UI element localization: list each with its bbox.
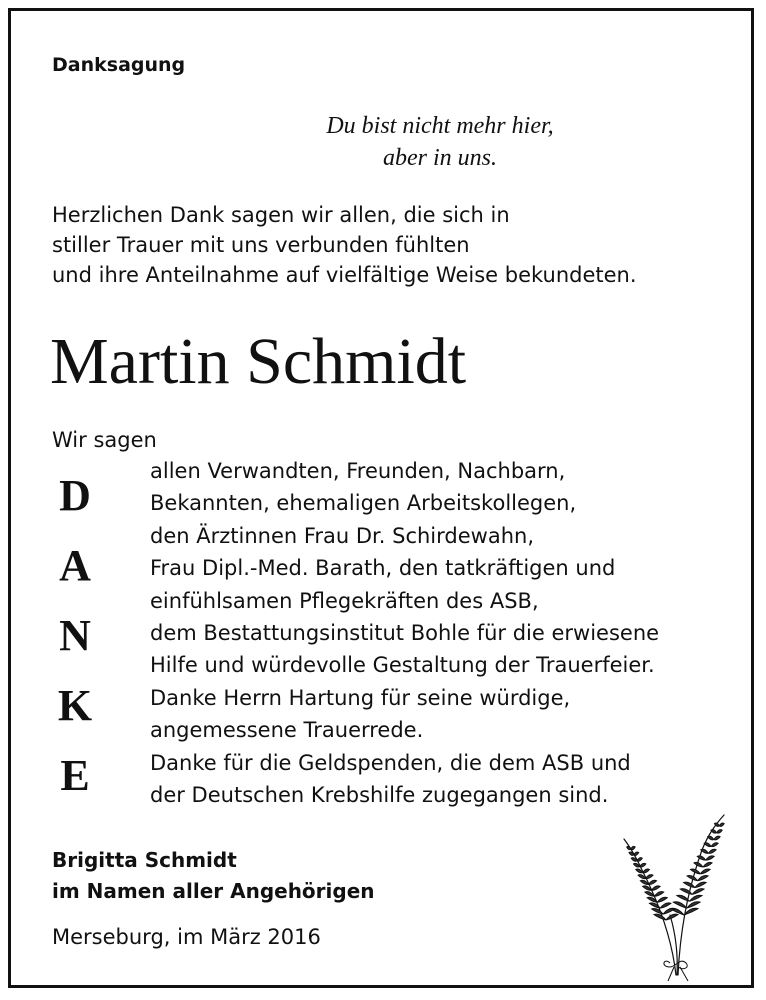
signature-name: Brigitta Schmidt xyxy=(52,848,237,872)
body-line: Hilfe und würdevolle Gestaltung der Trauerfeier. xyxy=(150,653,655,678)
body-line: den Ärztinnen Frau Dr. Schirdewahn, xyxy=(150,523,534,548)
deceased-name: Martin Schmidt xyxy=(50,325,467,398)
place-date: Merseburg, im März 2016 xyxy=(52,925,321,949)
intro-text: Wir sagen xyxy=(52,428,157,452)
danke-column xyxy=(52,470,98,820)
danke-letter: E xyxy=(60,751,90,800)
danke-letter: K xyxy=(57,681,93,730)
danke-letter: D xyxy=(59,471,91,520)
signature xyxy=(52,845,375,907)
acknowledgement-list xyxy=(150,455,659,811)
danke-letter: A xyxy=(59,541,91,590)
heading: Danksagung xyxy=(52,54,186,76)
thanks-line: stiller Trauer mit uns verbunden fühlten xyxy=(52,233,470,257)
thanks-line: und ihre Anteilnahme auf vielfältige Weise bekundeten. xyxy=(52,263,637,287)
body-line: Danke Herrn Hartung für seine würdige, xyxy=(150,685,571,710)
body-line: einfühlsamen Pflegekräften des ASB, xyxy=(150,588,539,613)
body-line: allen Verwandten, Freunden, Nachbarn, xyxy=(150,459,566,483)
body-line: Danke für die Geldspenden, die dem ASB und xyxy=(150,750,631,775)
quote xyxy=(260,110,620,174)
danke-letter: N xyxy=(59,611,91,660)
thanks-paragraph xyxy=(52,200,637,290)
quote-line: Du bist nicht mehr hier, xyxy=(326,113,554,139)
body-line: Bekannten, ehemaligen Arbeitskollegen, xyxy=(150,491,577,516)
thanks-line: Herzlichen Dank sagen wir allen, die sich in xyxy=(52,203,510,227)
body-line: dem Bestattungsinstitut Bohle für die erwiesene xyxy=(150,621,660,646)
body-line: Frau Dipl.-Med. Barath, den tatkräftigen und xyxy=(150,556,616,581)
fern-icon xyxy=(620,805,735,985)
quote-line: aber in uns. xyxy=(383,145,497,171)
body-line: der Deutschen Krebshilfe zugegangen sind. xyxy=(150,783,609,808)
signature-note: im Namen aller Angehörigen xyxy=(52,879,375,903)
body-line: angemessene Trauerrede. xyxy=(150,718,424,743)
